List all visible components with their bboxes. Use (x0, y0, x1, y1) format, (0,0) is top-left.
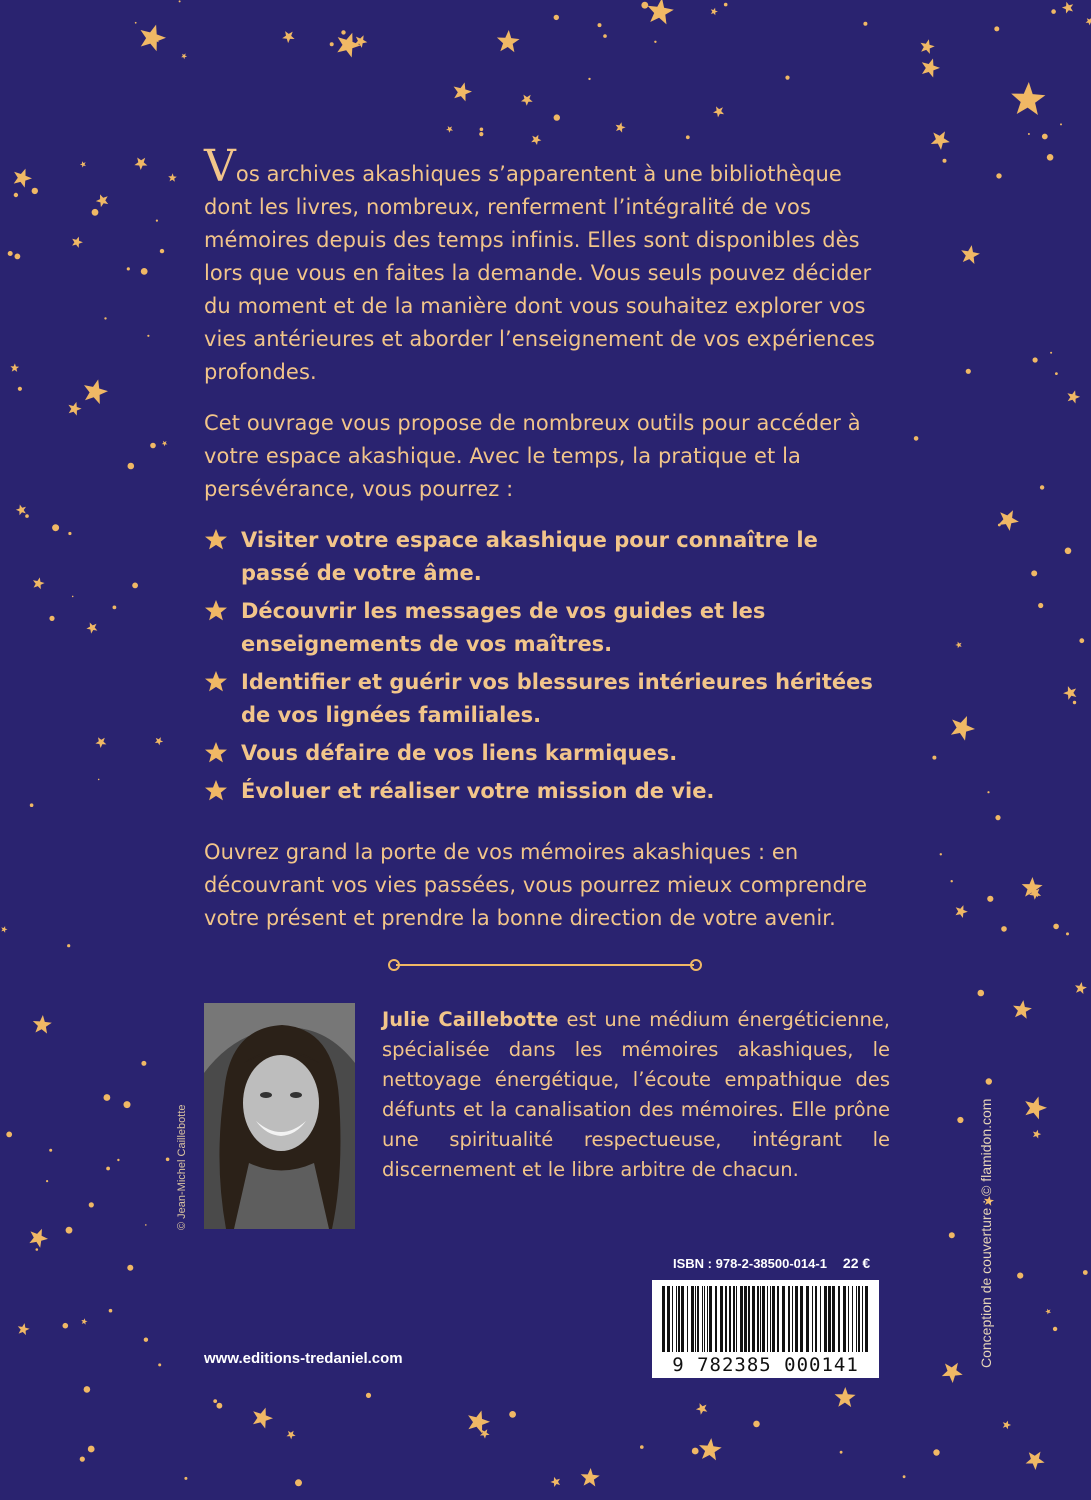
star-dot (753, 1421, 760, 1428)
star-dot (147, 335, 149, 337)
star-dot (1053, 924, 1059, 930)
star-icon (931, 131, 950, 150)
star-dot (8, 251, 13, 256)
star-icon (1062, 2, 1073, 14)
intro-paragraph-2: Cet ouvrage vous propose de nombreux outils pour accéder à votre espace akashique. Avec le temps, la pratique et la persévérance, vous pourrez : (204, 411, 861, 501)
list-item: Découvrir les messages de vos guides et les enseignements de vos maîtres. (204, 595, 888, 661)
star-dot (1066, 932, 1069, 935)
star-dot (144, 1338, 148, 1342)
star-dot (1065, 548, 1072, 555)
star-bullet-icon (204, 779, 228, 803)
star-icon (696, 1403, 707, 1415)
barcode-bar (744, 1286, 747, 1352)
star-icon (1033, 1130, 1041, 1139)
star-dot (160, 249, 164, 253)
star-dot (1001, 926, 1007, 932)
barcode (652, 1280, 879, 1378)
star-dot (52, 524, 59, 531)
star-dot (109, 1309, 113, 1313)
star-dot (863, 22, 867, 26)
star-icon (95, 737, 106, 748)
star-dot (509, 1411, 516, 1418)
star-dot (1047, 154, 1054, 161)
isbn-label: ISBN : 978-2-38500-014-1 (673, 1256, 827, 1271)
star-dot (588, 78, 590, 80)
barcode-bar (862, 1286, 863, 1352)
barcode-bar (848, 1286, 849, 1352)
star-dot (347, 41, 351, 45)
star-icon (81, 1318, 87, 1324)
star-icon (33, 577, 45, 589)
intro-paragraph-1-text: os archives akashiques s’apparentent à une bibliothèque dont les livres, nombreux, renferment l’intégralité de vos mémoires depuis des temps infinis. Elles sont disponibles dès lors que vous en faites la demande. Vous seuls pouvez décider du moment et de la manière dont vous souhaitez explorer vos vies antérieures et aborder l’enseignement de vos expériences profondes. (204, 162, 876, 384)
star-icon (1067, 390, 1080, 403)
barcode-bar (820, 1286, 821, 1352)
star-icon (282, 31, 294, 43)
barcode-bar (702, 1286, 703, 1352)
star-icon (84, 379, 108, 404)
barcode-bar (772, 1286, 775, 1352)
star-dot (135, 22, 137, 24)
star-icon (10, 363, 19, 372)
star-icon (96, 194, 108, 207)
star-dot (104, 1094, 111, 1101)
star-dot (994, 26, 999, 31)
intro-paragraph-1 (204, 141, 888, 389)
star-dot (1042, 134, 1048, 140)
star-icon (835, 1387, 856, 1407)
star-bullet-icon (204, 599, 228, 623)
star-dot (903, 1475, 906, 1478)
star-icon (921, 39, 935, 54)
barcode-bar (762, 1286, 765, 1352)
barcode-bar (695, 1286, 696, 1352)
star-icon (550, 1477, 560, 1487)
star-dot (117, 1159, 119, 1161)
star-dot (914, 436, 919, 441)
star-dot (1017, 1273, 1023, 1279)
star-icon (1075, 982, 1087, 994)
star-dot (30, 803, 34, 807)
star-icon (68, 402, 81, 416)
star-icon (162, 441, 168, 447)
barcode-bar (740, 1286, 743, 1352)
star-dot (127, 267, 130, 270)
star-icon (1003, 1421, 1011, 1430)
star-icon (253, 1408, 273, 1429)
star-dot (84, 1386, 91, 1393)
barcode-bar (843, 1286, 846, 1352)
star-dot (46, 1180, 48, 1182)
star-dot (1051, 9, 1056, 14)
star-dot (80, 1457, 85, 1462)
barcode-bar (856, 1286, 857, 1352)
barcode-bar (792, 1286, 793, 1352)
star-dot (184, 1477, 187, 1480)
barcode-bar (681, 1286, 684, 1352)
barcode-bar (704, 1286, 705, 1352)
star-dot (156, 220, 158, 222)
star-dot (366, 1393, 371, 1398)
star-dot (554, 15, 559, 20)
barcode-bar (812, 1286, 813, 1352)
barcode-bar (672, 1286, 673, 1352)
list-item: Identifier et guérir vos blessures intérieures héritées de vos lignées familiales. (204, 666, 888, 732)
barcode-bar (736, 1286, 737, 1352)
photo-credit: © Jean-Michel Caillebotte (176, 1104, 188, 1230)
barcode-bar (678, 1286, 680, 1352)
star-dot (166, 1158, 170, 1162)
star-dot (295, 1479, 302, 1486)
star-dot (933, 1449, 939, 1455)
price-label: 22 € (842, 1255, 871, 1271)
star-dot (179, 0, 181, 2)
star-dot (330, 42, 334, 46)
star-dot (479, 132, 483, 136)
star-dot (480, 128, 484, 132)
star-icon (155, 737, 163, 745)
barcode-bar (733, 1286, 735, 1352)
star-bullet-icon (204, 528, 228, 552)
star-icon (287, 1431, 296, 1440)
barcode-bar (748, 1286, 750, 1352)
barcode-bar (691, 1286, 694, 1352)
star-icon (134, 158, 147, 171)
barcode-bar (760, 1286, 761, 1352)
star-dot (341, 30, 345, 34)
star-icon (955, 642, 961, 649)
star-icon (531, 135, 541, 145)
barcode-bar (806, 1286, 809, 1352)
barcode-bar (852, 1286, 853, 1352)
star-icon (951, 716, 975, 741)
barcode-bar (800, 1286, 803, 1352)
star-icon (18, 1323, 30, 1335)
star-dot (966, 369, 971, 374)
star-dot (150, 443, 156, 449)
closing-paragraph: Ouvrez grand la porte de vos mémoires akashiques : en découvrant vos vies passées, vous pourrez mieux comprendre votre présent et prendre la bonne direction de votre avenir. (204, 840, 868, 930)
star-dot (18, 387, 22, 391)
star-icon (72, 237, 83, 248)
list-item: Visiter votre espace akashique pour connaître le passé de votre âme. (204, 524, 888, 590)
star-dot (692, 1448, 699, 1455)
star-icon (446, 126, 453, 133)
star-icon (16, 505, 26, 516)
barcode-bar (707, 1286, 708, 1352)
star-dot (213, 1399, 217, 1403)
barcode-bar (752, 1286, 755, 1352)
star-icon (581, 1468, 600, 1487)
star-dot (88, 1446, 95, 1453)
star-icon (454, 82, 472, 101)
star-dot (106, 1167, 110, 1171)
barcode-bar (777, 1286, 779, 1352)
star-dot (940, 853, 942, 855)
star-dot (104, 317, 106, 319)
star-bullet-icon (204, 670, 228, 694)
barcode-bar (770, 1286, 771, 1352)
star-dot (32, 188, 38, 194)
star-dot (986, 1078, 992, 1084)
star-dot (995, 815, 1000, 820)
publisher-website: www.editions-tredaniel.com (204, 1350, 403, 1367)
barcode-bar (858, 1286, 860, 1352)
star-icon (956, 905, 968, 918)
author-bio-text: est une médium énergéticienne, spécialisée dans les mémoires akashiques, le nettoyage énergétique, l’écoute empathique des défunts et la canalisation des mémoires. Elle prône une spiritualité respectueuse, intégrant le discernement et le libre arbitre de chacun. (382, 1008, 890, 1181)
star-dot (1060, 123, 1062, 125)
star-dot (654, 41, 656, 43)
barcode-bar (824, 1286, 827, 1352)
barcode-bar (662, 1286, 665, 1352)
star-dot (124, 1101, 131, 1108)
star-icon (711, 8, 718, 16)
star-dot (957, 1117, 963, 1123)
star-dot (987, 896, 993, 902)
barcode-bar (782, 1286, 785, 1352)
star-dot (158, 1363, 161, 1366)
author-photo (204, 1003, 355, 1229)
star-dot (640, 1445, 644, 1449)
star-dot (1055, 372, 1058, 375)
barcode-bar (687, 1286, 688, 1352)
barcode-bars (660, 1286, 871, 1352)
star-icon (1045, 1309, 1051, 1315)
star-icon (14, 169, 32, 188)
star-icon (998, 510, 1019, 531)
star-icon (1, 926, 7, 933)
star-dot (785, 76, 789, 80)
star-dot (1031, 570, 1037, 576)
star-dot (1028, 133, 1030, 135)
star-dot (951, 880, 953, 882)
star-dot (67, 944, 70, 947)
star-icon (80, 161, 86, 167)
star-dot (978, 990, 985, 997)
list-item: Vous défaire de vos liens karmiques. (204, 737, 888, 770)
star-dot (932, 756, 936, 760)
star-icon (29, 1229, 48, 1248)
star-dot (113, 606, 117, 610)
star-dot (949, 1232, 955, 1238)
star-dot (98, 779, 100, 781)
barcode-bar (828, 1286, 831, 1352)
star-dot (554, 114, 560, 120)
star-icon (1013, 1000, 1032, 1019)
star-dot (145, 1224, 147, 1226)
barcode-bar (838, 1286, 840, 1352)
star-icon (141, 25, 167, 52)
star-dot (25, 514, 29, 518)
star-dot (72, 596, 74, 598)
star-dot (49, 616, 54, 621)
star-dot (840, 1451, 843, 1454)
author-name: Julie Caillebotte (382, 1008, 559, 1031)
star-dot (641, 2, 648, 9)
star-dot (1073, 701, 1076, 704)
barcode-bar (795, 1286, 798, 1352)
star-icon (616, 122, 626, 132)
star-dot (1038, 603, 1043, 608)
star-icon (942, 1363, 963, 1383)
star-dot (1079, 638, 1084, 643)
barcode-bar (697, 1286, 699, 1352)
star-dot (996, 173, 1001, 178)
barcode-bar (676, 1286, 677, 1352)
barcode-bar (767, 1286, 768, 1352)
benefit-list (204, 524, 888, 808)
list-item: Évoluer et réaliser votre mission de vie. (204, 775, 888, 808)
star-dot (1053, 1327, 1057, 1331)
star-icon (713, 106, 724, 117)
star-dot (49, 1149, 52, 1152)
star-dot (89, 1202, 94, 1207)
star-dot (943, 159, 947, 163)
star-icon (181, 53, 187, 59)
star-icon (1026, 1452, 1045, 1470)
star-dot (141, 1061, 146, 1066)
star-dot (686, 135, 690, 139)
barcode-bar (720, 1286, 723, 1352)
barcode-bar (729, 1286, 731, 1352)
star-dot (128, 463, 135, 470)
barcode-bar (865, 1286, 868, 1352)
star-icon (1011, 82, 1045, 115)
author-bio (382, 1005, 890, 1185)
star-dot (68, 532, 71, 535)
barcode-digits: 9 782385 000141 (672, 1354, 859, 1376)
barcode-bar (788, 1286, 790, 1352)
star-bullet-icon (204, 741, 228, 765)
star-dot (66, 1227, 73, 1234)
star-dot (92, 209, 99, 216)
star-dot (1083, 1270, 1088, 1275)
star-icon (648, 0, 674, 24)
star-dot (1040, 485, 1044, 489)
barcode-bar (709, 1286, 712, 1352)
star-dot (987, 791, 989, 793)
star-icon (699, 1438, 722, 1460)
star-dot (132, 583, 138, 589)
star-icon (1086, 18, 1091, 26)
isbn-price-line (673, 1255, 870, 1271)
barcode-bar (815, 1286, 817, 1352)
cover-design-credit: Conception de couverture : © flamidon.com (978, 1098, 994, 1368)
star-dot (1050, 352, 1052, 354)
star-dot (63, 1323, 69, 1329)
barcode-bar (715, 1286, 717, 1352)
star-dot (6, 1132, 12, 1138)
star-icon (1063, 686, 1076, 700)
barcode-bar (757, 1286, 759, 1352)
star-dot (603, 34, 607, 38)
star-icon (33, 1015, 52, 1034)
star-icon (922, 59, 940, 78)
star-dot (217, 1403, 223, 1409)
back-cover-text (204, 141, 888, 953)
star-icon (521, 95, 533, 106)
barcode-bar (667, 1286, 670, 1352)
star-dot (15, 254, 21, 260)
star-dot (598, 23, 602, 27)
star-dot (36, 1248, 39, 1251)
ornament-divider (386, 955, 704, 975)
star-dot (1033, 357, 1038, 362)
barcode-bar (832, 1286, 835, 1352)
star-dot (127, 1265, 133, 1271)
star-dot (14, 193, 18, 197)
drop-letter: V (204, 141, 236, 192)
star-icon (961, 245, 980, 264)
star-dot (141, 268, 148, 275)
star-icon (86, 623, 97, 634)
star-icon (1025, 1097, 1047, 1120)
star-dot (998, 524, 1001, 527)
star-icon (497, 30, 520, 52)
star-dot (724, 3, 728, 7)
barcode-bar (725, 1286, 727, 1352)
star-icon (168, 173, 177, 181)
